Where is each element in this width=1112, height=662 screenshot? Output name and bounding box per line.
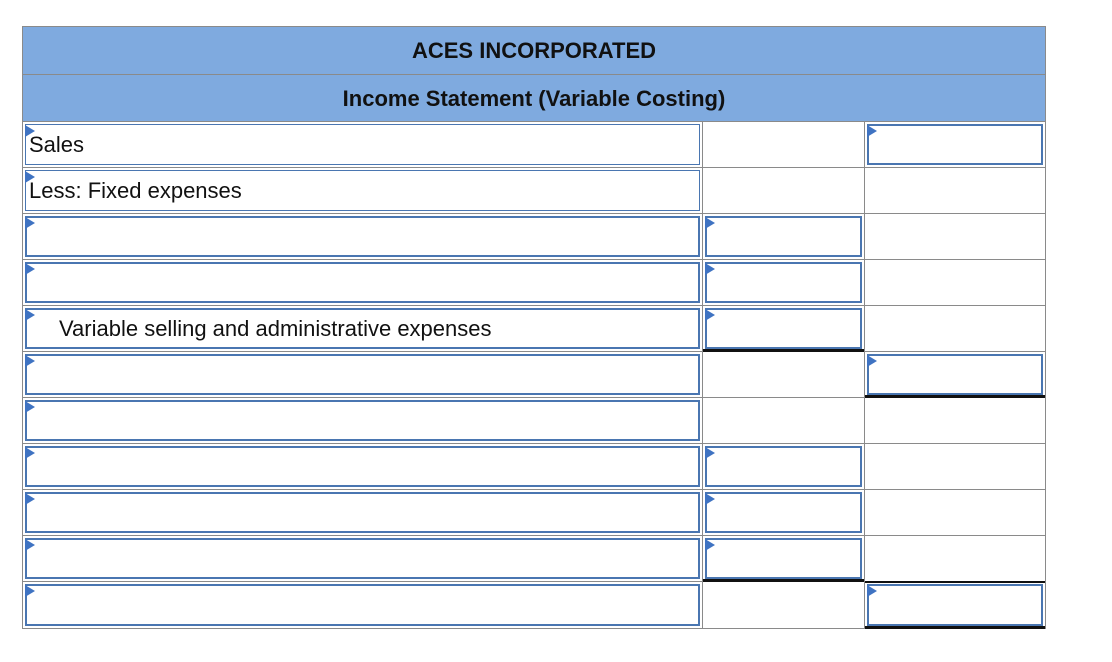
row-label-select[interactable] (25, 262, 700, 303)
amount-cell-total (865, 536, 1045, 581)
row-label-select[interactable] (25, 354, 700, 395)
row-label-text: Less: Fixed expenses (29, 177, 242, 203)
amount-cell-mid[interactable] (703, 444, 865, 489)
amount-cell-mid[interactable] (703, 536, 865, 581)
dropdown-triangle-icon[interactable] (867, 355, 877, 367)
row-label-text: Variable selling and administrative expenses (59, 315, 492, 341)
amount-cell-total (865, 214, 1045, 259)
dropdown-triangle-icon[interactable] (705, 539, 715, 551)
mid-amount-input[interactable] (705, 262, 862, 303)
total-amount-input[interactable] (867, 354, 1043, 395)
row-label-select[interactable] (25, 584, 700, 626)
total-overline (865, 581, 1045, 583)
dropdown-triangle-icon[interactable] (25, 125, 35, 137)
amount-cell-total (865, 260, 1045, 305)
amount-cell-total (865, 398, 1045, 443)
amount-cell-mid (703, 122, 865, 167)
income-statement-table (22, 26, 1046, 629)
dropdown-triangle-icon[interactable] (705, 263, 715, 275)
mid-amount-input[interactable] (705, 446, 862, 487)
statement-title: Income Statement (Variable Costing) (23, 75, 1045, 122)
statement-row-sales (23, 122, 1045, 168)
row-label-select[interactable] (25, 538, 700, 579)
statement-row (23, 536, 1045, 582)
dropdown-triangle-icon[interactable] (867, 125, 877, 137)
dropdown-triangle-icon[interactable] (705, 217, 715, 229)
statement-row (23, 398, 1045, 444)
dropdown-triangle-icon[interactable] (25, 447, 35, 459)
dropdown-triangle-icon[interactable] (867, 585, 877, 597)
row-label-cell[interactable] (23, 582, 703, 628)
statement-row-net-operating-income (23, 582, 1045, 628)
row-label-cell[interactable] (23, 490, 703, 535)
statement-row (23, 444, 1045, 490)
amount-cell-mid[interactable] (703, 306, 865, 351)
row-label-cell[interactable] (23, 260, 703, 305)
dropdown-triangle-icon[interactable] (25, 401, 35, 413)
amount-cell-mid (703, 168, 865, 213)
dropdown-triangle-icon[interactable] (25, 585, 35, 597)
company-name: ACES INCORPORATED (23, 27, 1045, 75)
dropdown-triangle-icon[interactable] (705, 309, 715, 321)
mid-amount-input[interactable] (705, 538, 862, 579)
amount-cell-total[interactable] (865, 582, 1045, 628)
amount-cell-total (865, 168, 1045, 213)
row-label-cell[interactable] (23, 444, 703, 489)
row-label-cell[interactable] (23, 352, 703, 397)
amount-cell-mid (703, 398, 865, 443)
row-label-text: Sales (29, 131, 85, 157)
row-label-cell[interactable] (23, 168, 703, 213)
row-label-cell[interactable] (23, 306, 703, 351)
row-label-cell[interactable] (23, 398, 703, 443)
total-amount-input[interactable] (867, 124, 1043, 165)
amount-cell-mid (703, 352, 865, 397)
row-label-select[interactable] (25, 446, 700, 487)
statement-row (23, 260, 1045, 306)
dropdown-triangle-icon[interactable] (25, 217, 35, 229)
row-label-cell[interactable] (23, 214, 703, 259)
row-label-select[interactable] (25, 216, 700, 257)
amount-cell-mid[interactable] (703, 490, 865, 535)
amount-cell-total[interactable] (865, 352, 1045, 397)
double-underline (865, 626, 1045, 629)
amount-cell-total[interactable] (865, 122, 1045, 167)
dropdown-triangle-icon[interactable] (25, 539, 35, 551)
statement-row-fixed-expenses (23, 168, 1045, 214)
statement-row (23, 490, 1045, 536)
row-label-cell[interactable] (23, 536, 703, 581)
mid-amount-input[interactable] (705, 308, 862, 349)
dropdown-triangle-icon[interactable] (25, 493, 35, 505)
statement-row-variable-sga (23, 306, 1045, 352)
amount-cell-mid[interactable] (703, 214, 865, 259)
amount-cell-total (865, 490, 1045, 535)
amount-cell-mid[interactable] (703, 260, 865, 305)
dropdown-triangle-icon[interactable] (25, 171, 35, 183)
mid-amount-input[interactable] (705, 492, 862, 533)
row-label-cell[interactable] (23, 122, 703, 167)
mid-amount-input[interactable] (705, 216, 862, 257)
dropdown-triangle-icon[interactable] (25, 355, 35, 367)
dropdown-triangle-icon[interactable] (25, 309, 35, 321)
row-label-select[interactable] (25, 400, 700, 441)
total-amount-input[interactable] (867, 584, 1043, 626)
amount-cell-mid (703, 582, 865, 628)
dropdown-triangle-icon[interactable] (25, 263, 35, 275)
row-label-select[interactable] (25, 124, 700, 165)
statement-row (23, 352, 1045, 398)
dropdown-triangle-icon[interactable] (705, 493, 715, 505)
row-label-select[interactable] (25, 492, 700, 533)
amount-cell-total (865, 444, 1045, 489)
statement-row (23, 214, 1045, 260)
dropdown-triangle-icon[interactable] (705, 447, 715, 459)
amount-cell-total (865, 306, 1045, 351)
